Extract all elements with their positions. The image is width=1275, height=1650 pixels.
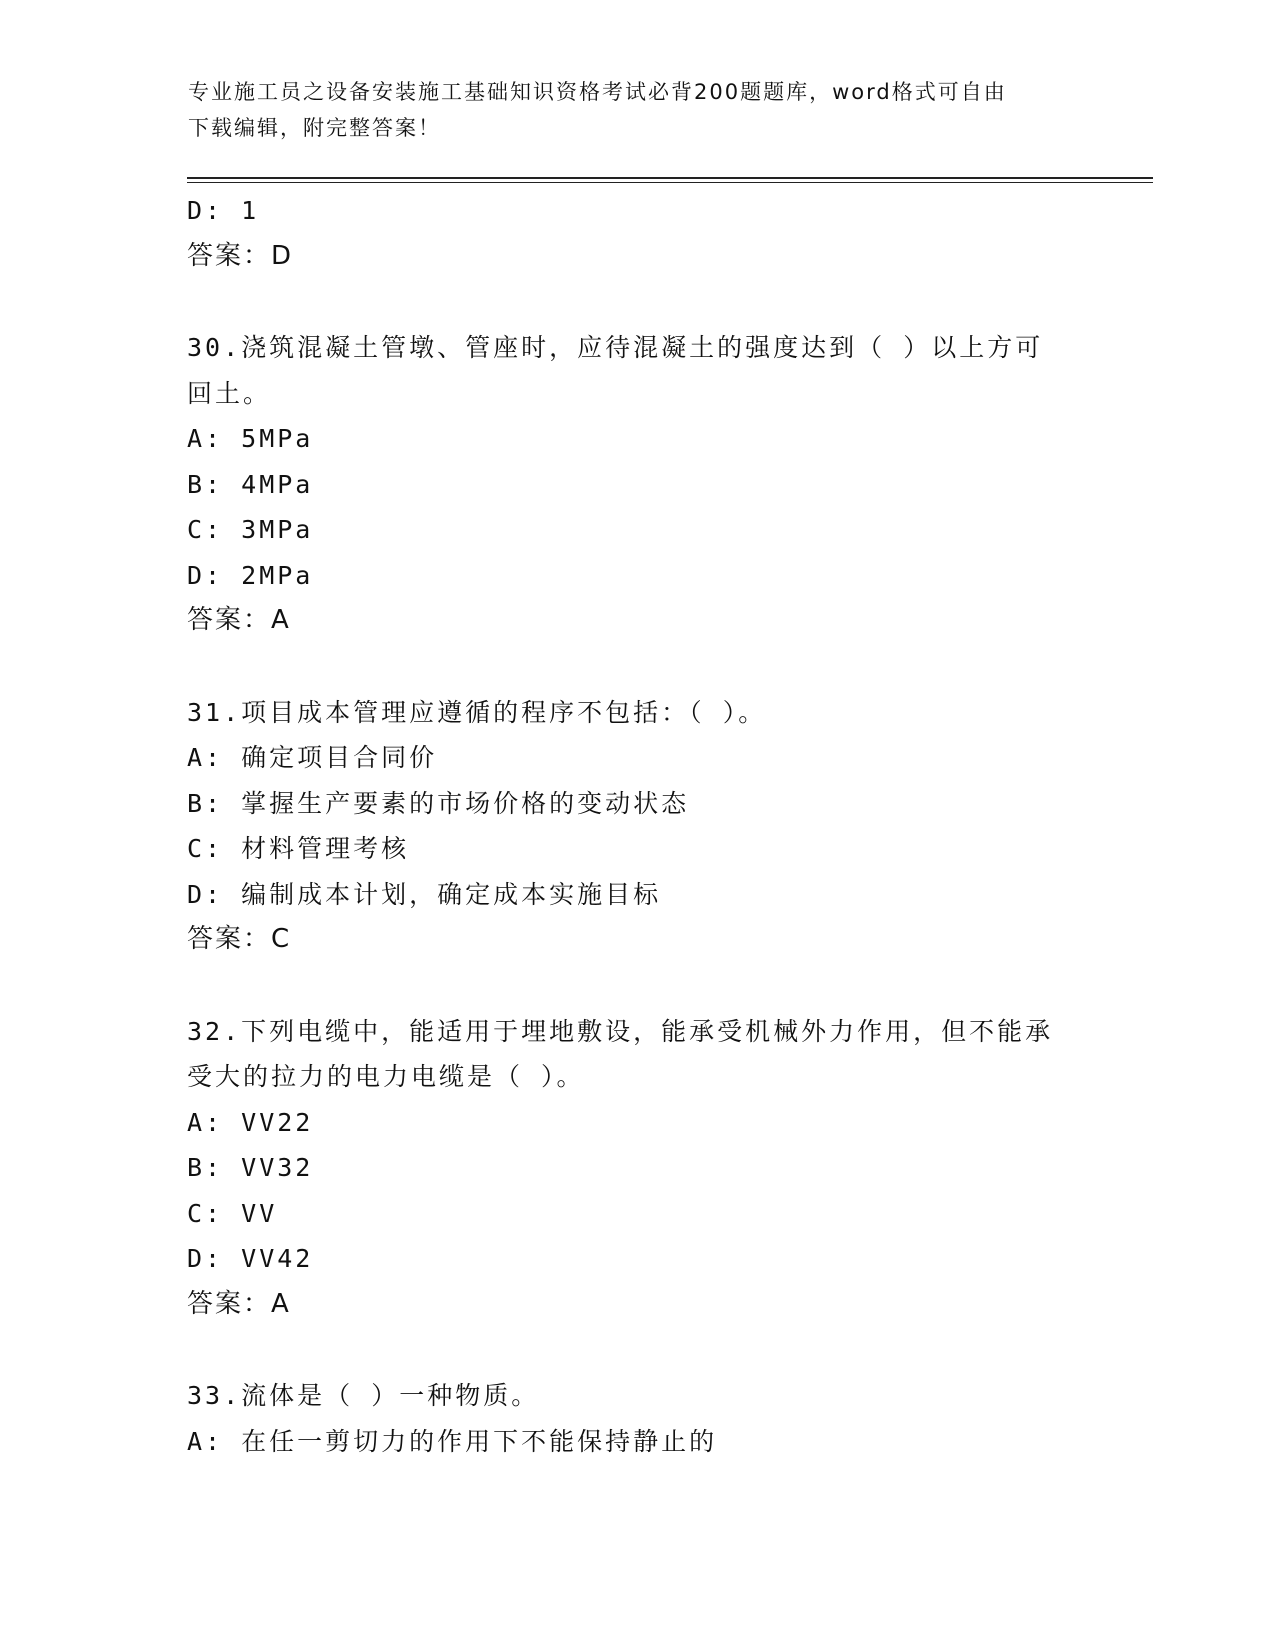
option-a: A: VV22 <box>187 1107 314 1137</box>
answer-line: 答案：A <box>187 605 291 635</box>
option-d: D: VV42 <box>187 1244 314 1273</box>
option-a: A: 5MPa <box>187 424 314 453</box>
question-stem: 33.流体是（ ）一种物质。 <box>187 1381 540 1410</box>
option-b: B: 4MPa <box>187 469 314 499</box>
option-d: D: 编制成本计划，确定成本实施目标 <box>187 879 662 909</box>
answer-line: 答案：D <box>187 240 294 271</box>
header-rule-thin <box>187 182 1153 183</box>
option-c: C: 3MPa <box>187 515 314 544</box>
option-b: B: VV32 <box>187 1153 314 1182</box>
question-32 <box>187 1009 1087 1328</box>
question-33 <box>187 1373 1087 1464</box>
document-body <box>187 188 1087 1464</box>
question-stem: 30.浇筑混凝土管墩、管座时，应待混凝土的强度达到（ ）以上方可 <box>187 333 1044 362</box>
header-line-2: 下载编辑，附完整答案！ <box>188 116 441 140</box>
option-d: D: 2MPa <box>187 560 314 590</box>
question-stem-cont: 受大的拉力的电力电缆是（ ）。 <box>187 1062 585 1091</box>
option-a: A: 在任一剪切力的作用下不能保持静止的 <box>187 1426 718 1456</box>
answer-line: 答案：A <box>187 1288 291 1319</box>
document-header <box>188 74 1088 146</box>
question-stem-cont: 回土。 <box>187 378 272 408</box>
answer-line: 答案：C <box>187 924 292 954</box>
option-c: C: VV <box>187 1198 278 1228</box>
question-stem: 31.项目成本管理应遵循的程序不包括：（ ）。 <box>187 697 767 727</box>
spacer <box>187 963 1087 1009</box>
header-line-1: 专业施工员之设备安装施工基础知识资格考试必背200题题库，word格式可自由 <box>188 80 1007 104</box>
option-c: C: 材料管理考核 <box>187 834 410 863</box>
option-a: A: 确定项目合同价 <box>187 743 438 772</box>
spacer <box>187 1327 1087 1373</box>
question-30 <box>187 325 1087 644</box>
option-b: B: 掌握生产要素的市场价格的变动状态 <box>187 788 690 818</box>
option-d: D: 1 <box>187 196 260 225</box>
header-rule-thick <box>187 177 1153 179</box>
question-stem: 32.下列电缆中，能适用于埋地敷设，能承受机械外力作用，但不能承 <box>187 1016 1054 1046</box>
spacer <box>187 279 1087 325</box>
spacer <box>187 644 1087 690</box>
question-31 <box>187 690 1087 963</box>
